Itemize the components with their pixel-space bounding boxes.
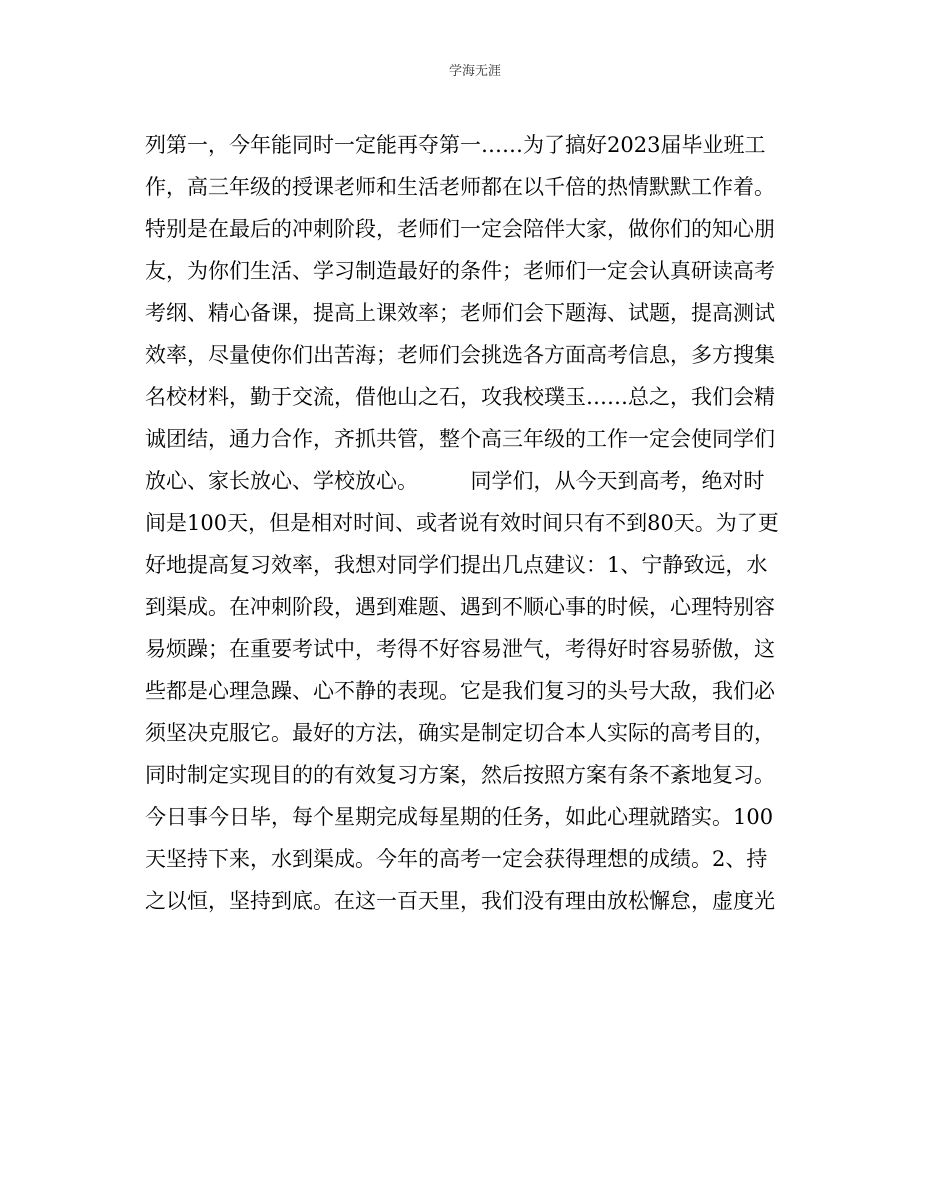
document-body xyxy=(145,124,810,922)
body-line: 间是100天，但是相对时间、或者说有效时间只有不到80天。为了更 xyxy=(145,511,779,535)
page-header: 学海无涯 xyxy=(448,64,501,79)
body-line: 好地提高复习效率，我想对同学们提出几点建议：1、宁静致远，水 xyxy=(145,553,768,577)
body-line: 须坚决克服它。最好的方法，确实是制定切合本人实际的高考目的， xyxy=(145,721,775,745)
body-line: 之以恒，坚持到底。在这一百天里，我们没有理由放松懈怠，虚度光 xyxy=(145,889,775,913)
body-line: 列第一，今年能同时一定能再夺第一……为了搞好2023届毕业班工 xyxy=(145,133,766,157)
body-line: 天坚持下来，水到渠成。今年的高考一定会获得理想的成绩。2、持 xyxy=(145,847,768,871)
body-line: 名校材料，勤于交流，借他山之石，攻我校璞玉……总之，我们会精 xyxy=(145,385,775,409)
body-line: 特别是在最后的冲刺阶段，老师们一定会陪伴大家，做你们的知心朋 xyxy=(145,217,775,241)
body-line: 些都是心理急躁、心不静的表现。它是我们复习的头号大敌，我们必 xyxy=(145,679,775,703)
body-line: 诚团结，通力合作，齐抓共管，整个高三年级的工作一定会使同学们 xyxy=(145,427,775,451)
body-line: 考纲、精心备课，提高上课效率；老师们会下题海、试题，提高测试 xyxy=(145,301,775,325)
body-line: 同时制定实现目的的有效复习方案，然后按照方案有条不紊地复习。 xyxy=(145,763,775,787)
body-line: 作，高三年级的授课老师和生活老师都在以千倍的热情默默工作着。 xyxy=(145,175,775,199)
body-line: 易烦躁；在重要考试中，考得不好容易泄气，考得好时容易骄傲，这 xyxy=(145,637,775,661)
body-line: 今日事今日毕，每个星期完成每星期的任务，如此心理就踏实。100 xyxy=(145,805,774,829)
body-line: 到渠成。在冲刺阶段，遇到难题、遇到不顺心事的时候，心理特别容 xyxy=(145,595,775,619)
body-line: 放心、家长放心、学校放心。 同学们，从今天到高考，绝对时 xyxy=(145,469,765,493)
body-line: 友，为你们生活、学习制造最好的条件；老师们一定会认真研读高考 xyxy=(145,259,775,283)
body-line: 效率，尽量使你们出苦海；老师们会挑选各方面高考信息，多方搜集 xyxy=(145,343,775,367)
